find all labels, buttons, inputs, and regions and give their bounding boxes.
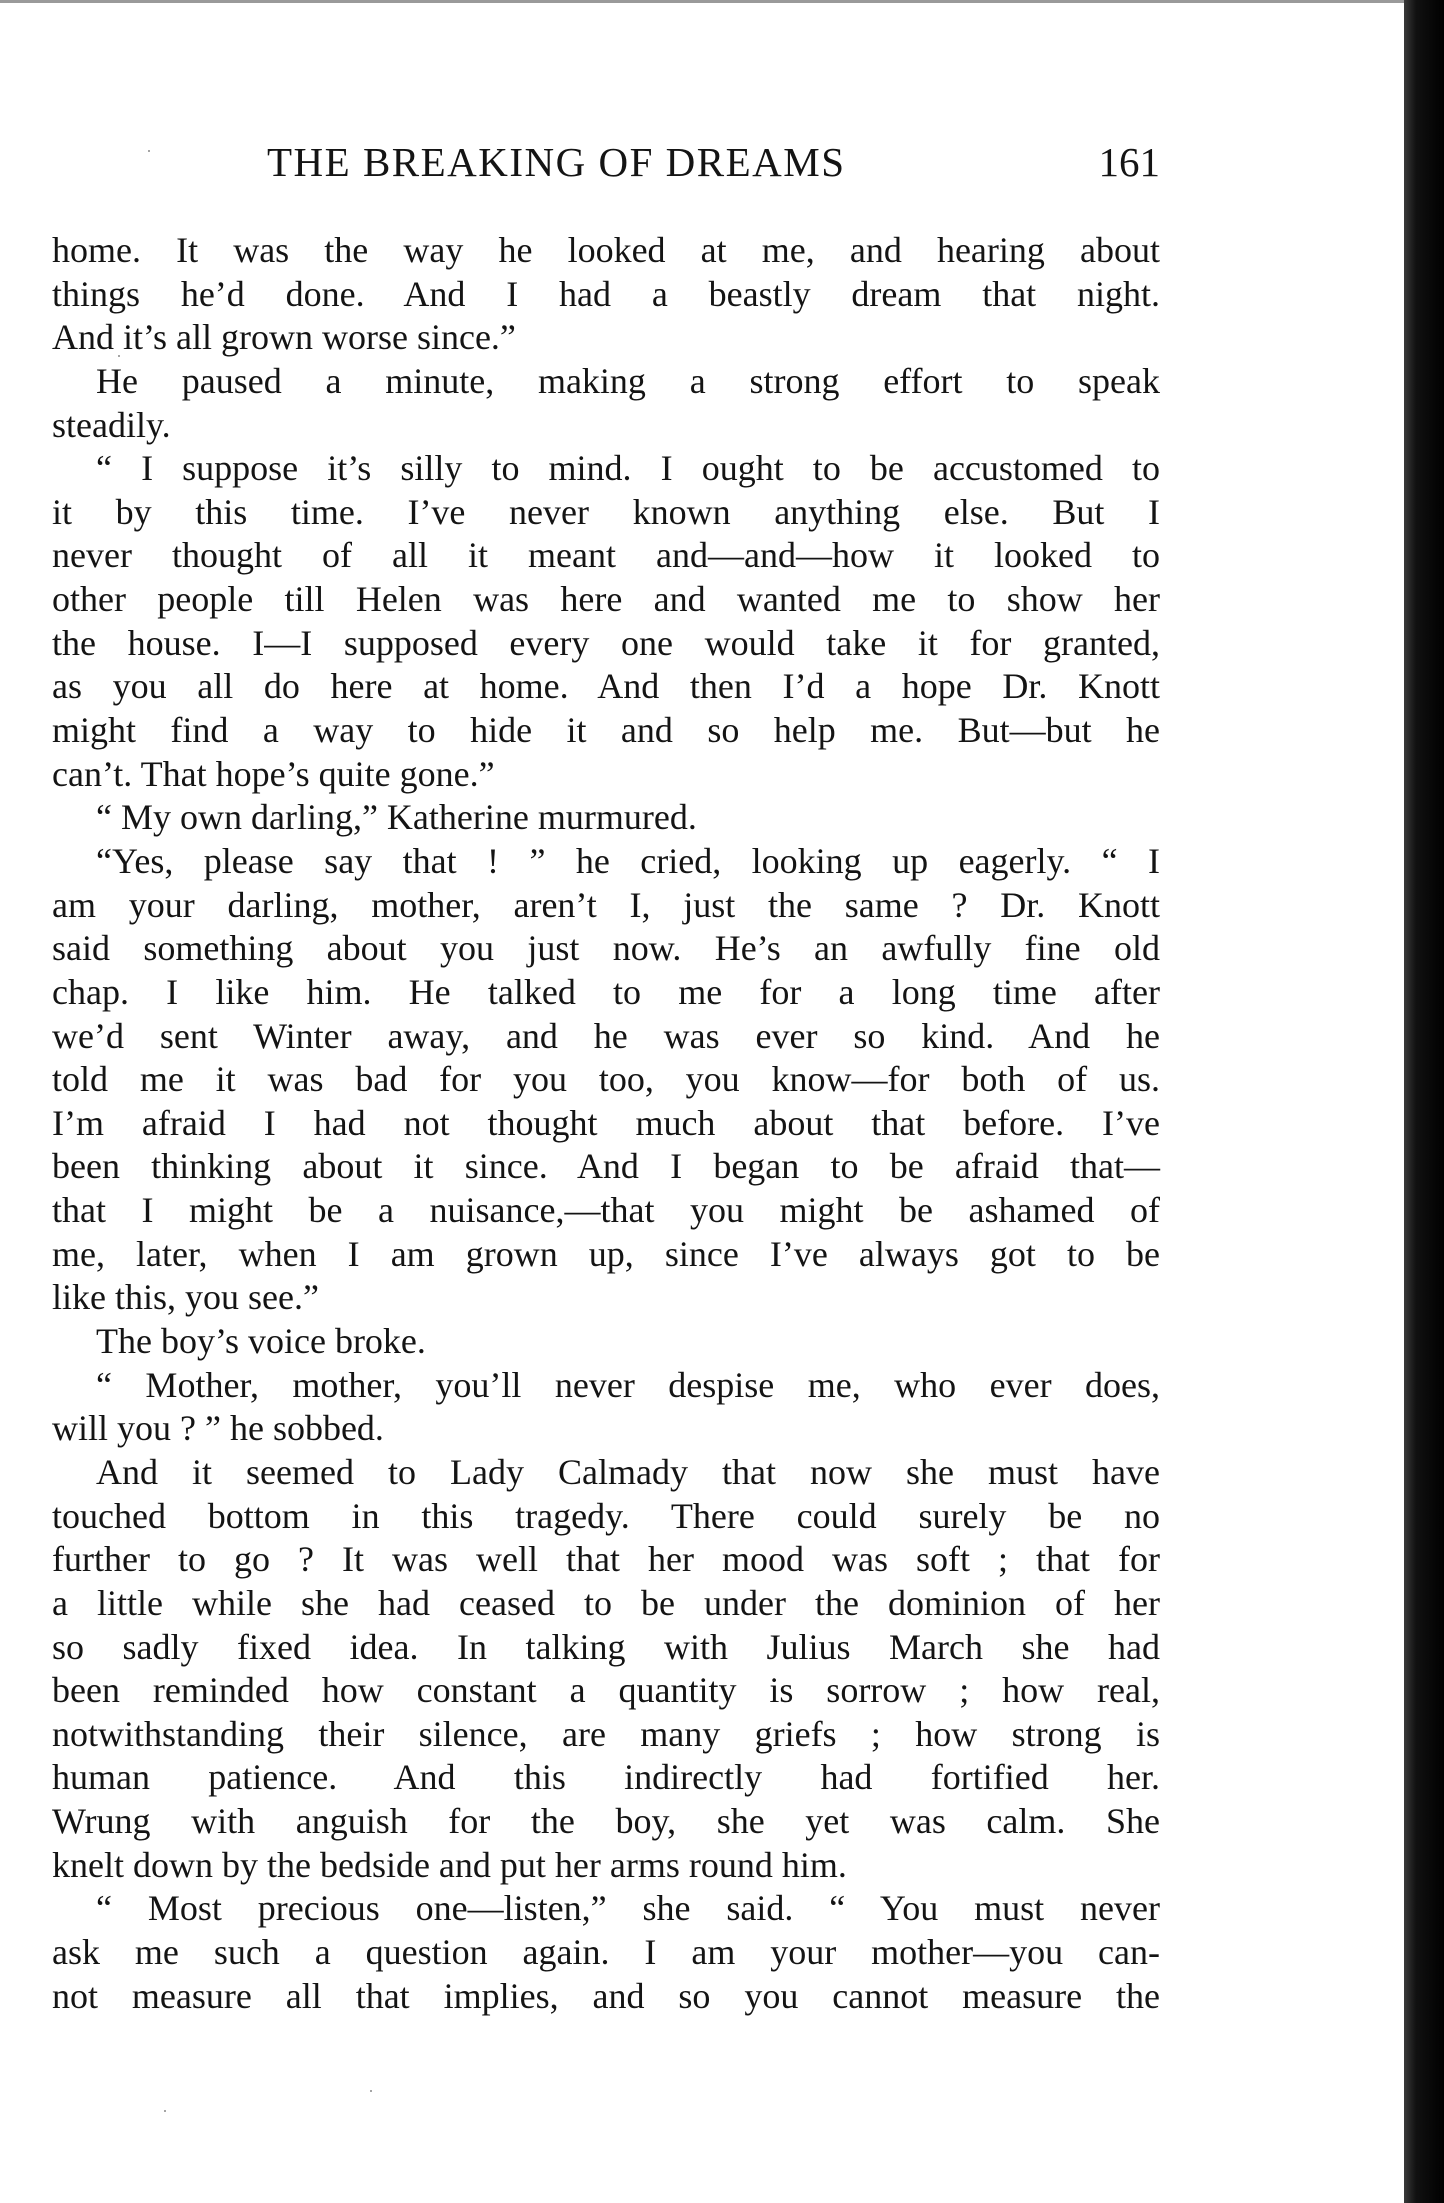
text-line: so sadly fixed idea. In talking with Julius March she had bbox=[52, 1626, 1160, 1667]
text-line: further to go ? It was well that her mood was soft ; that for bbox=[52, 1539, 1160, 1580]
text-line: things he’d done. And I had a beastly dream that night. bbox=[52, 273, 1160, 314]
text-line: that I might be a nuisance,—that you might be ashamed of bbox=[52, 1190, 1160, 1231]
text-line: me, later, when I am grown up, since I’ve always got to be bbox=[52, 1233, 1160, 1274]
text-line: And it’s all grown worse since.” bbox=[52, 317, 516, 358]
text-line: chap. I like him. He talked to me for a long time after bbox=[52, 971, 1160, 1012]
text-line: steadily. bbox=[52, 404, 171, 445]
text-line: never thought of all it meant and—and—how it looked to bbox=[52, 535, 1160, 576]
text-line: might find a way to hide it and so help me. But—but he bbox=[52, 710, 1160, 751]
text-line: “Yes, please say that ! ” he cried, looking up eagerly. “ I bbox=[96, 840, 1160, 881]
text-line: said something about you just now. He’s an awfully fine old bbox=[52, 928, 1160, 969]
text-line: touched bottom in this tragedy. There could surely be no bbox=[52, 1495, 1160, 1536]
text-line: Wrung with anguish for the boy, she yet was calm. She bbox=[52, 1801, 1160, 1842]
text-line: other people till Helen was here and wanted me to show her bbox=[52, 579, 1160, 620]
text-line: been reminded how constant a quantity is sorrow ; how real, bbox=[52, 1670, 1160, 1711]
paper-speck bbox=[164, 2110, 166, 2112]
text-line: can’t. That hope’s quite gone.” bbox=[52, 753, 495, 794]
text-line: we’d sent Winter away, and he was ever so kind. And he bbox=[52, 1015, 1160, 1056]
running-header bbox=[52, 138, 1160, 194]
text-line: as you all do here at home. And then I’d a hope Dr. Knott bbox=[52, 666, 1160, 707]
text-line: am your darling, mother, aren’t I, just the same ? Dr. Knott bbox=[52, 884, 1160, 925]
text-line: human patience. And this indirectly had fortified her. bbox=[52, 1757, 1160, 1798]
text-line: home. It was the way he looked at me, and hearing about bbox=[52, 230, 1160, 270]
page-top-edge bbox=[0, 0, 1404, 3]
text-line: not measure all that implies, and so you cannot measure the bbox=[52, 1975, 1160, 2016]
paper-speck bbox=[370, 2090, 372, 2092]
text-line: knelt down by the bedside and put her arms round him. bbox=[52, 1844, 847, 1885]
page-number: 161 bbox=[1098, 139, 1160, 185]
text-line: notwithstanding their silence, are many griefs ; how strong is bbox=[52, 1713, 1160, 1754]
text-line: “ My own darling,” Katherine murmured. bbox=[96, 797, 697, 838]
book-spine-shadow bbox=[1404, 0, 1444, 2203]
text-line: “ I suppose it’s silly to mind. I ought to be accustomed to bbox=[96, 448, 1160, 489]
text-line: I’m afraid I had not thought much about that before. I’ve bbox=[52, 1102, 1160, 1143]
text-line: “ Most precious one—listen,” she said. “ You must never bbox=[96, 1888, 1160, 1929]
running-title: THE BREAKING OF DREAMS bbox=[267, 139, 846, 185]
text-line: like this, you see.” bbox=[52, 1277, 319, 1318]
body-text bbox=[52, 229, 1160, 2018]
text-line: been thinking about it since. And I began to be afraid that— bbox=[52, 1146, 1160, 1187]
text-line: it by this time. I’ve never known anything else. But I bbox=[52, 491, 1160, 532]
text-line: The boy’s voice broke. bbox=[96, 1321, 426, 1362]
text-line: will you ? ” he sobbed. bbox=[52, 1408, 384, 1449]
text-line: And it seemed to Lady Calmady that now she must have bbox=[96, 1451, 1160, 1492]
text-line: a little while she had ceased to be under the dominion of her bbox=[52, 1582, 1160, 1623]
text-line: the house. I—I supposed every one would take it for granted, bbox=[52, 622, 1160, 663]
text-line: He paused a minute, making a strong effort to speak bbox=[96, 360, 1160, 401]
text-line: ask me such a question again. I am your mother—you can- bbox=[52, 1931, 1160, 1972]
text-line: told me it was bad for you too, you know—for both of us. bbox=[52, 1059, 1160, 1100]
text-line: “ Mother, mother, you’ll never despise me, who ever does, bbox=[96, 1364, 1160, 1405]
